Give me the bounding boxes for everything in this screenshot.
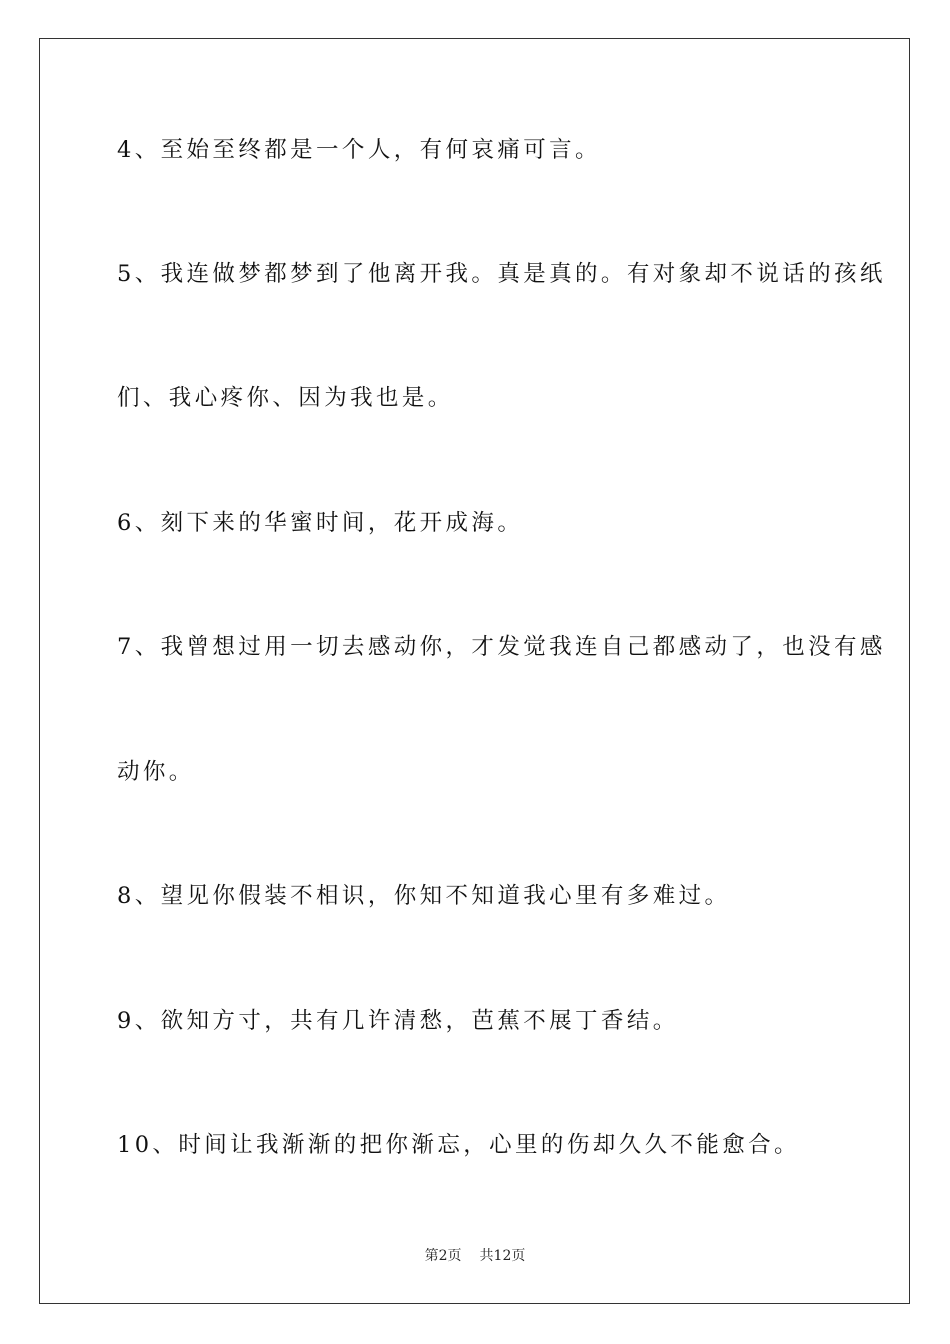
text-line-9: 9、欲知方寸，共有几许清愁，芭蕉不展丁香结。 <box>117 1008 679 1034</box>
page-number: 第2页 <box>424 1248 462 1264</box>
text-line-10: 10、时间让我渐渐的把你渐忘，心里的伤却久久不能愈合。 <box>117 1132 800 1158</box>
text-line-5-cont: 们、我心疼你、因为我也是。 <box>117 385 454 411</box>
text-line-7-cont: 动你。 <box>117 759 195 785</box>
page-footer <box>0 1246 950 1266</box>
text-line-4: 4、至始至终都是一个人，有何哀痛可言。 <box>117 137 601 163</box>
total-pages: 共12页 <box>479 1248 526 1264</box>
text-line-5: 5、我连做梦都梦到了他离开我。真是真的。有对象却不说话的孩纸 <box>117 261 886 287</box>
text-line-8: 8、望见你假装不相识，你知不知道我心里有多难过。 <box>117 883 731 909</box>
page-border <box>39 38 910 1304</box>
text-line-6: 6、刻下来的华蜜时间，花开成海。 <box>117 510 524 536</box>
text-line-7: 7、我曾想过用一切去感动你，才发觉我连自己都感动了，也没有感 <box>117 634 886 660</box>
